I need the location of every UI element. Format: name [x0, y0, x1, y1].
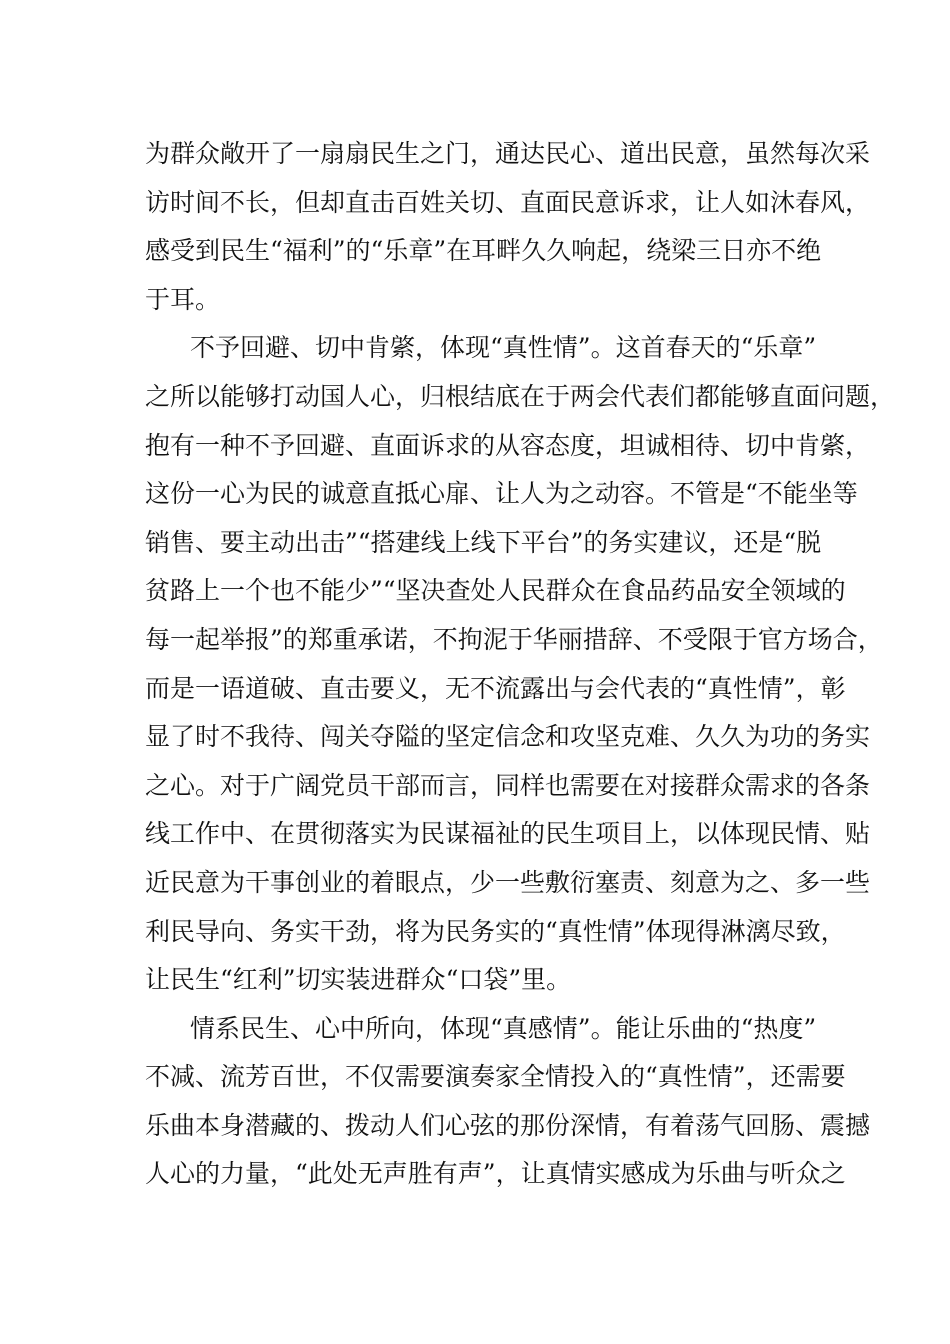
text-line: 销售、要主动出击”“搭建线上线下平台”的务实建议，还是“脱 [145, 527, 822, 557]
paragraph-first-line: 情系民生、心中所向，体现“真感情”。能让乐曲的“热度” [190, 1013, 817, 1043]
text-line: 让民生“红利”切实装进群众“口袋”里。 [145, 965, 572, 995]
text-line: 访时间不长，但却直击百姓关切、直面民意诉求，让人如沐春风， [145, 187, 871, 217]
text-line: 感受到民生“福利”的“乐章”在耳畔久久响起，绕梁三日亦不绝 [145, 236, 822, 266]
text-line: 抱有一种不予回避、直面诉求的从容态度，坦诚相待、切中肯綮， [145, 430, 871, 460]
paragraph-first-line: 不予回避、切中肯綮，体现“真性情”。这首春天的“乐章” [190, 333, 817, 363]
text-line: 而是一语道破、直击要义，无不流露出与会代表的“真性情”，彰 [145, 673, 846, 703]
body-text [145, 130, 896, 1199]
text-line: 贫路上一个也不能少”“坚决查处人民群众在食品药品安全领域的 [145, 576, 846, 606]
text-line: 之心。对于广阔党员干部而言，同样也需要在对接群众需求的各条 [145, 770, 871, 800]
text-line: 利民导向、务实干劲，将为民务实的“真性情”体现得淋漓尽致， [145, 916, 846, 946]
text-line: 为群众敞开了一扇扇民生之门，通达民心、道出民意，虽然每次采 [145, 139, 871, 168]
text-line: 于耳。 [145, 284, 221, 314]
text-line: 之所以能够打动国人心，归根结底在于两会代表们都能够直面问题， [145, 381, 896, 411]
text-line: 乐曲本身潜藏的、拨动人们心弦的那份深情，有着荡气回肠、震撼 [145, 1110, 871, 1140]
text-line: 显了时不我待、闯关夺隘的坚定信念和攻坚克难、久久为功的务实 [145, 722, 871, 752]
text-line: 不减、流芳百世，不仅需要演奏家全情投入的“真性情”，还需要 [145, 1062, 846, 1092]
text-line: 人心的力量，“此处无声胜有声”，让真情实感成为乐曲与听众之 [145, 1159, 846, 1189]
text-line: 这份一心为民的诚意直抵心扉、让人为之动容。不管是“不能坐等 [145, 479, 858, 509]
text-line: 每一起举报”的郑重承诺，不拘泥于华丽措辞、不受限于官方场合， [145, 624, 883, 654]
text-line: 近民意为干事创业的着眼点，少一些敷衍塞责、刻意为之、多一些 [145, 867, 871, 897]
text-line: 线工作中、在贯彻落实为民谋福祉的民生项目上，以体现民情、贴 [145, 819, 871, 849]
